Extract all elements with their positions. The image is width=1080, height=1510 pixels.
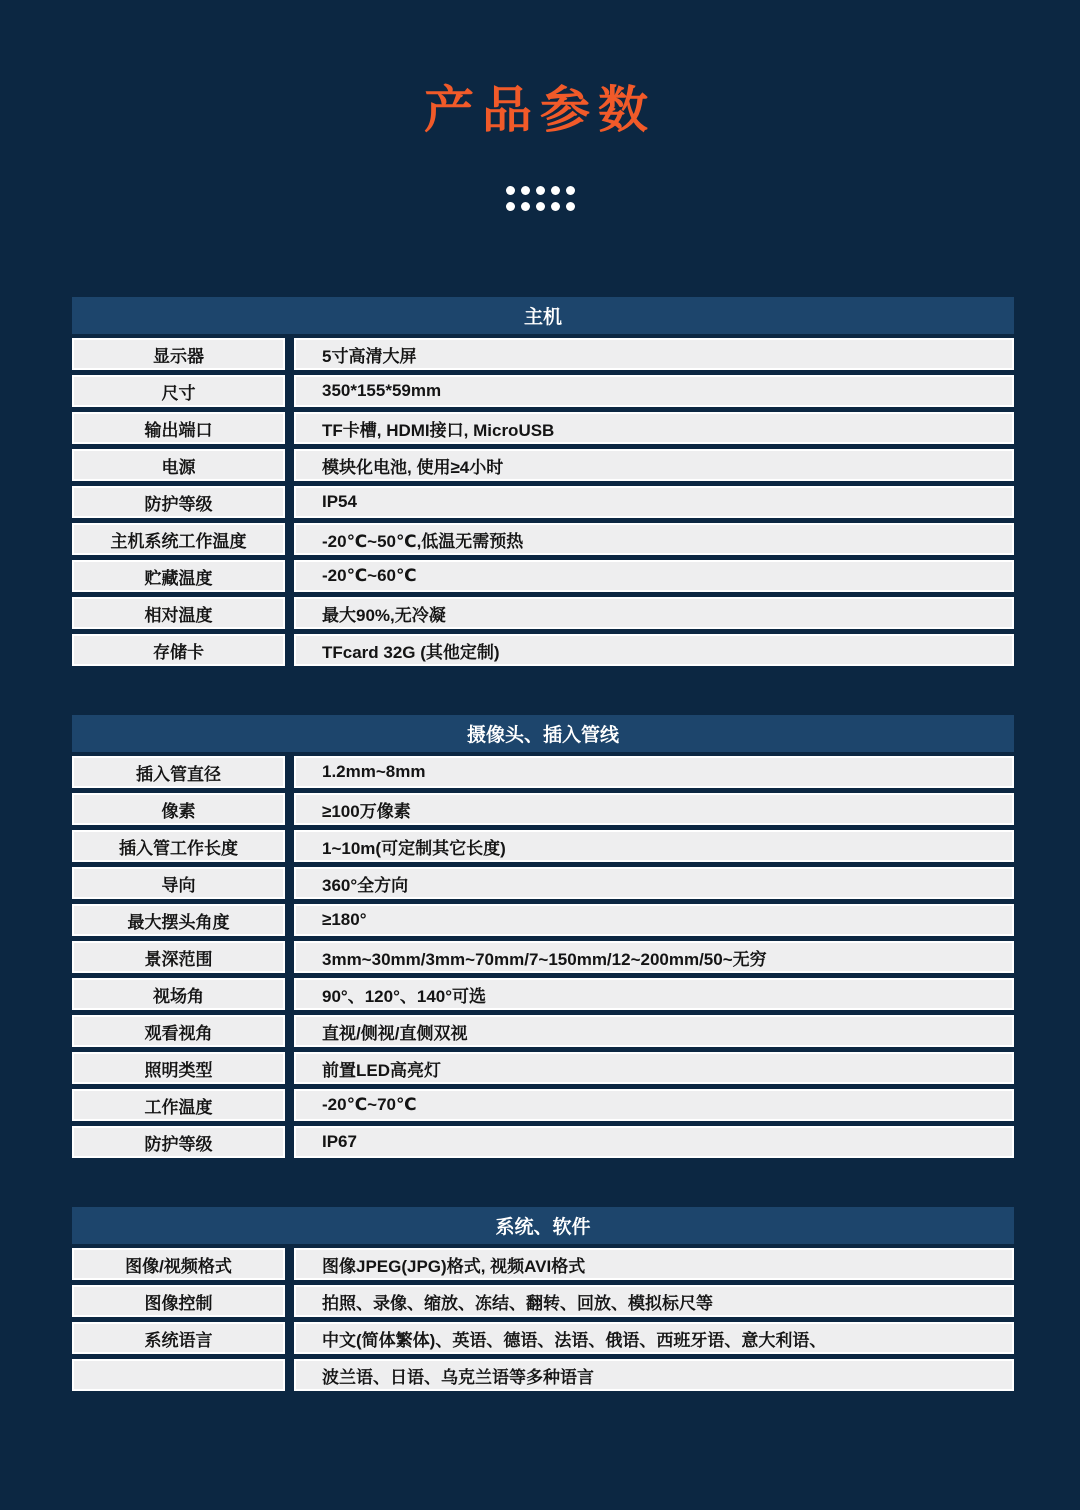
spec-value: 1~10m(可定制其它长度) — [294, 830, 1014, 862]
table-row — [72, 597, 1014, 629]
dots-decoration — [0, 186, 1080, 211]
table-row — [72, 560, 1014, 592]
spec-value: 中文(简体繁体)、英语、德语、法语、俄语、西班牙语、意大利语、 — [294, 1322, 1014, 1354]
spec-label: 输出端口 — [72, 412, 285, 444]
table-row — [72, 1248, 1014, 1280]
dots-row — [506, 202, 575, 211]
spec-label: 图像控制 — [72, 1285, 285, 1317]
table-row — [72, 793, 1014, 825]
table-row — [72, 486, 1014, 518]
table-row — [72, 978, 1014, 1010]
table-row — [72, 412, 1014, 444]
dot — [521, 186, 530, 195]
table-title: 系统、软件 — [72, 1207, 1014, 1244]
spec-value: 最大90%,无冷凝 — [294, 597, 1014, 629]
spec-label: 图像/视频格式 — [72, 1248, 285, 1280]
spec-value: IP67 — [294, 1126, 1014, 1158]
spec-value: 1.2mm~8mm — [294, 756, 1014, 788]
spec-label: 存储卡 — [72, 634, 285, 666]
dot — [536, 202, 545, 211]
spec-value: 模块化电池, 使用≥4小时 — [294, 449, 1014, 481]
spec-value: 90°、120°、140°可选 — [294, 978, 1014, 1010]
spec-table — [72, 715, 1014, 1158]
spec-table — [72, 297, 1014, 666]
page-title: 产品参数 — [424, 82, 656, 138]
spec-value: 3mm~30mm/3mm~70mm/7~150mm/12~200mm/50~无穷 — [294, 941, 1014, 973]
spec-value: 拍照、录像、缩放、冻结、翻转、回放、模拟标尺等 — [294, 1285, 1014, 1317]
dot — [506, 186, 515, 195]
spec-label: 防护等级 — [72, 486, 285, 518]
spec-label: 相对温度 — [72, 597, 285, 629]
spec-label: 显示器 — [72, 338, 285, 370]
table-row — [72, 523, 1014, 555]
dot — [536, 186, 545, 195]
spec-label: 导向 — [72, 867, 285, 899]
spec-value: TFcard 32G (其他定制) — [294, 634, 1014, 666]
table-row — [72, 941, 1014, 973]
table-row — [72, 1322, 1014, 1354]
spec-value: 直视/侧视/直侧双视 — [294, 1015, 1014, 1047]
spec-label: 插入管工作长度 — [72, 830, 285, 862]
dot — [521, 202, 530, 211]
spec-value: 图像JPEG(JPG)格式, 视频AVI格式 — [294, 1248, 1014, 1280]
spec-value: -20℃~70℃ — [294, 1089, 1014, 1121]
spec-label: 工作温度 — [72, 1089, 285, 1121]
table-row — [72, 375, 1014, 407]
spec-label: 电源 — [72, 449, 285, 481]
spec-label: 像素 — [72, 793, 285, 825]
table-row — [72, 634, 1014, 666]
table-row — [72, 1285, 1014, 1317]
spec-label: 系统语言 — [72, 1322, 285, 1354]
table-row — [72, 830, 1014, 862]
table-row — [72, 867, 1014, 899]
table-title: 摄像头、插入管线 — [72, 715, 1014, 752]
spec-value: 波兰语、日语、乌克兰语等多种语言 — [294, 1359, 1014, 1391]
spec-value: ≥180° — [294, 904, 1014, 936]
table-row — [72, 1126, 1014, 1158]
spec-label: 观看视角 — [72, 1015, 285, 1047]
spec-label: 插入管直径 — [72, 756, 285, 788]
dot — [566, 202, 575, 211]
dot — [551, 186, 560, 195]
spec-value: 5寸高清大屏 — [294, 338, 1014, 370]
table-row — [72, 449, 1014, 481]
dot — [566, 186, 575, 195]
spec-label: 照明类型 — [72, 1052, 285, 1084]
spec-label: 防护等级 — [72, 1126, 285, 1158]
table-row — [72, 1052, 1014, 1084]
spec-label: 尺寸 — [72, 375, 285, 407]
table-row — [72, 1015, 1014, 1047]
spec-value: 350*155*59mm — [294, 375, 1014, 407]
spec-value: ≥100万像素 — [294, 793, 1014, 825]
dot — [506, 202, 515, 211]
spec-label: 最大摆头角度 — [72, 904, 285, 936]
table-row — [72, 904, 1014, 936]
table-row — [72, 756, 1014, 788]
table-title: 主机 — [72, 297, 1014, 334]
spec-value: 360°全方向 — [294, 867, 1014, 899]
spec-table — [72, 1207, 1014, 1391]
spec-label — [72, 1359, 285, 1391]
spec-value: TF卡槽, HDMI接口, MicroUSB — [294, 412, 1014, 444]
spec-label: 视场角 — [72, 978, 285, 1010]
spec-label: 主机系统工作温度 — [72, 523, 285, 555]
table-row — [72, 338, 1014, 370]
spec-value: IP54 — [294, 486, 1014, 518]
dots-row — [506, 186, 575, 195]
spec-tables — [72, 297, 1014, 1391]
spec-label: 景深范围 — [72, 941, 285, 973]
table-row — [72, 1359, 1014, 1391]
spec-value: -20℃~50℃,低温无需预热 — [294, 523, 1014, 555]
spec-value: -20℃~60℃ — [294, 560, 1014, 592]
dot — [551, 202, 560, 211]
spec-value: 前置LED高亮灯 — [294, 1052, 1014, 1084]
table-row — [72, 1089, 1014, 1121]
spec-label: 贮藏温度 — [72, 560, 285, 592]
